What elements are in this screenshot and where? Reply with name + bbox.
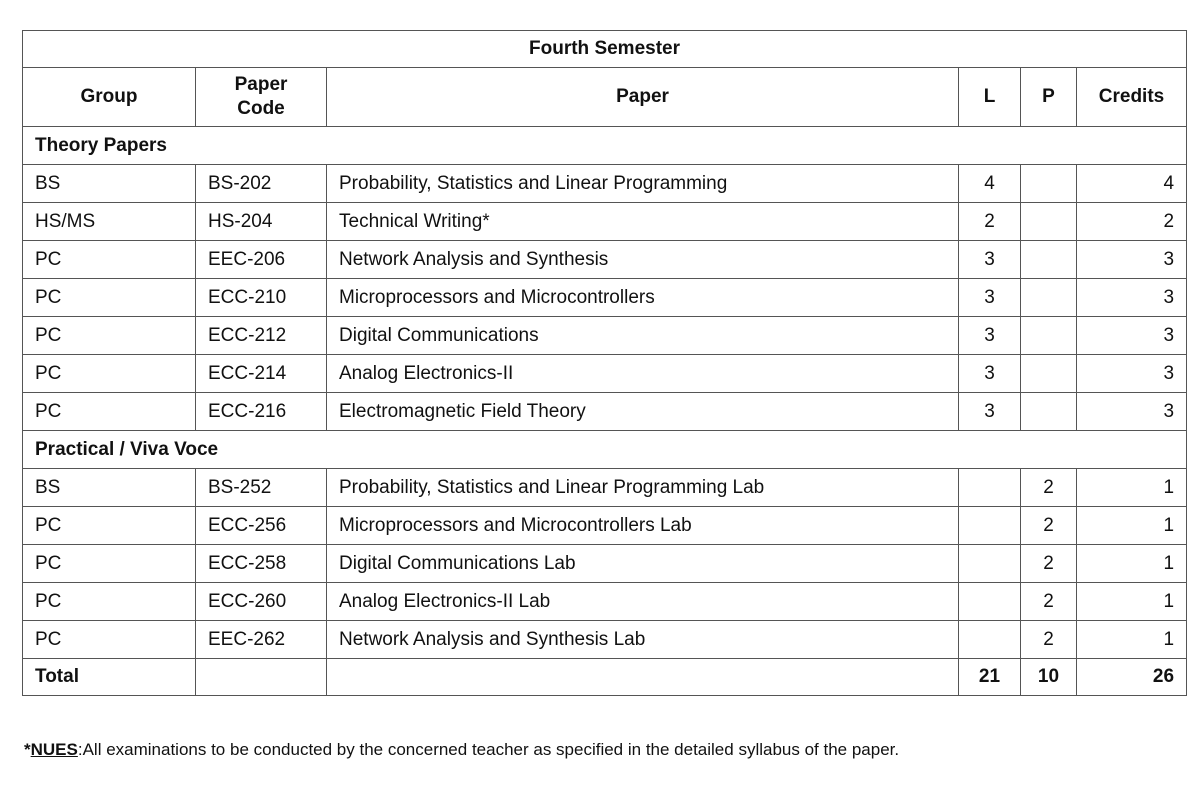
table-row — [23, 507, 1187, 545]
table-body — [23, 127, 1187, 696]
total-empty-code — [196, 659, 327, 696]
table-row — [23, 165, 1187, 203]
cell-paper: Microprocessors and Microcontrollers Lab — [327, 507, 959, 545]
cell-paper: Probability, Statistics and Linear Programming Lab — [327, 469, 959, 507]
cell-l: 2 — [959, 203, 1021, 241]
table-row — [23, 393, 1187, 431]
table-row — [23, 279, 1187, 317]
table-row — [23, 583, 1187, 621]
cell-p: 2 — [1021, 621, 1077, 659]
column-header-row — [23, 68, 1187, 127]
footnote — [24, 740, 899, 760]
table-row — [23, 355, 1187, 393]
cell-group: HS/MS — [23, 203, 196, 241]
cell-credits: 1 — [1077, 545, 1187, 583]
total-p: 10 — [1021, 659, 1077, 696]
semester-table — [22, 30, 1187, 696]
cell-l — [959, 507, 1021, 545]
total-label: Total — [23, 659, 196, 696]
cell-paper-code: BS-202 — [196, 165, 327, 203]
section-row — [23, 127, 1187, 165]
cell-paper: Probability, Statistics and Linear Programming — [327, 165, 959, 203]
cell-group: PC — [23, 583, 196, 621]
cell-credits: 3 — [1077, 317, 1187, 355]
cell-p — [1021, 279, 1077, 317]
table-row — [23, 469, 1187, 507]
cell-credits: 3 — [1077, 241, 1187, 279]
cell-p: 2 — [1021, 545, 1077, 583]
cell-l — [959, 583, 1021, 621]
footnote-text: :All examinations to be conducted by the concerned teacher as specified in the detailed syllabus of the paper. — [77, 740, 900, 759]
table-row — [23, 203, 1187, 241]
cell-group: PC — [23, 393, 196, 431]
cell-credits: 1 — [1077, 469, 1187, 507]
cell-credits: 1 — [1077, 507, 1187, 545]
cell-group: PC — [23, 279, 196, 317]
cell-paper-code: EEC-262 — [196, 621, 327, 659]
cell-paper: Analog Electronics-II — [327, 355, 959, 393]
cell-group: BS — [23, 165, 196, 203]
table-title-row — [23, 31, 1187, 68]
cell-l: 3 — [959, 241, 1021, 279]
cell-paper-code: HS-204 — [196, 203, 327, 241]
cell-group: PC — [23, 507, 196, 545]
table-row — [23, 241, 1187, 279]
cell-group: PC — [23, 545, 196, 583]
cell-group: PC — [23, 621, 196, 659]
section-row — [23, 431, 1187, 469]
header-p: P — [1021, 68, 1077, 127]
cell-credits: 1 — [1077, 583, 1187, 621]
cell-paper-code: ECC-258 — [196, 545, 327, 583]
cell-group: PC — [23, 241, 196, 279]
cell-credits: 3 — [1077, 279, 1187, 317]
cell-paper: Electromagnetic Field Theory — [327, 393, 959, 431]
cell-l: 3 — [959, 355, 1021, 393]
header-credits: Credits — [1077, 68, 1187, 127]
cell-p — [1021, 355, 1077, 393]
cell-credits: 2 — [1077, 203, 1187, 241]
cell-p — [1021, 165, 1077, 203]
cell-l — [959, 545, 1021, 583]
cell-paper: Analog Electronics-II Lab — [327, 583, 959, 621]
total-empty-paper — [327, 659, 959, 696]
cell-paper: Digital Communications — [327, 317, 959, 355]
footnote-label: NUES — [30, 740, 78, 759]
header-l: L — [959, 68, 1021, 127]
cell-l — [959, 621, 1021, 659]
cell-l: 3 — [959, 393, 1021, 431]
cell-p — [1021, 203, 1077, 241]
cell-p — [1021, 317, 1077, 355]
cell-paper-code: ECC-214 — [196, 355, 327, 393]
cell-paper-code: ECC-216 — [196, 393, 327, 431]
cell-p: 2 — [1021, 507, 1077, 545]
table-row — [23, 621, 1187, 659]
footnote-star: * — [24, 740, 31, 759]
cell-credits: 3 — [1077, 393, 1187, 431]
table-row — [23, 545, 1187, 583]
cell-group: PC — [23, 355, 196, 393]
cell-paper-code: ECC-210 — [196, 279, 327, 317]
cell-paper: Digital Communications Lab — [327, 545, 959, 583]
cell-p — [1021, 393, 1077, 431]
section-label: Practical / Viva Voce — [23, 431, 1187, 469]
cell-group: BS — [23, 469, 196, 507]
header-paper: Paper — [327, 68, 959, 127]
cell-paper: Network Analysis and Synthesis — [327, 241, 959, 279]
cell-paper-code: ECC-256 — [196, 507, 327, 545]
cell-p: 2 — [1021, 469, 1077, 507]
cell-l: 3 — [959, 317, 1021, 355]
cell-paper-code: BS-252 — [196, 469, 327, 507]
cell-group: PC — [23, 317, 196, 355]
cell-l: 3 — [959, 279, 1021, 317]
header-paper-code — [196, 68, 327, 127]
cell-p: 2 — [1021, 583, 1077, 621]
table-title: Fourth Semester — [23, 31, 1187, 68]
cell-l: 4 — [959, 165, 1021, 203]
table-row — [23, 317, 1187, 355]
cell-paper-code: ECC-260 — [196, 583, 327, 621]
cell-paper-code: ECC-212 — [196, 317, 327, 355]
cell-paper: Microprocessors and Microcontrollers — [327, 279, 959, 317]
cell-credits: 3 — [1077, 355, 1187, 393]
cell-paper: Network Analysis and Synthesis Lab — [327, 621, 959, 659]
header-group: Group — [23, 68, 196, 127]
cell-credits: 4 — [1077, 165, 1187, 203]
header-paper-code-label: Paper Code — [234, 74, 288, 119]
cell-credits: 1 — [1077, 621, 1187, 659]
cell-l — [959, 469, 1021, 507]
cell-p — [1021, 241, 1077, 279]
cell-paper-code: EEC-206 — [196, 241, 327, 279]
section-label: Theory Papers — [23, 127, 1187, 165]
total-row — [23, 659, 1187, 696]
total-credits: 26 — [1077, 659, 1187, 696]
total-l: 21 — [959, 659, 1021, 696]
cell-paper: Technical Writing* — [327, 203, 959, 241]
